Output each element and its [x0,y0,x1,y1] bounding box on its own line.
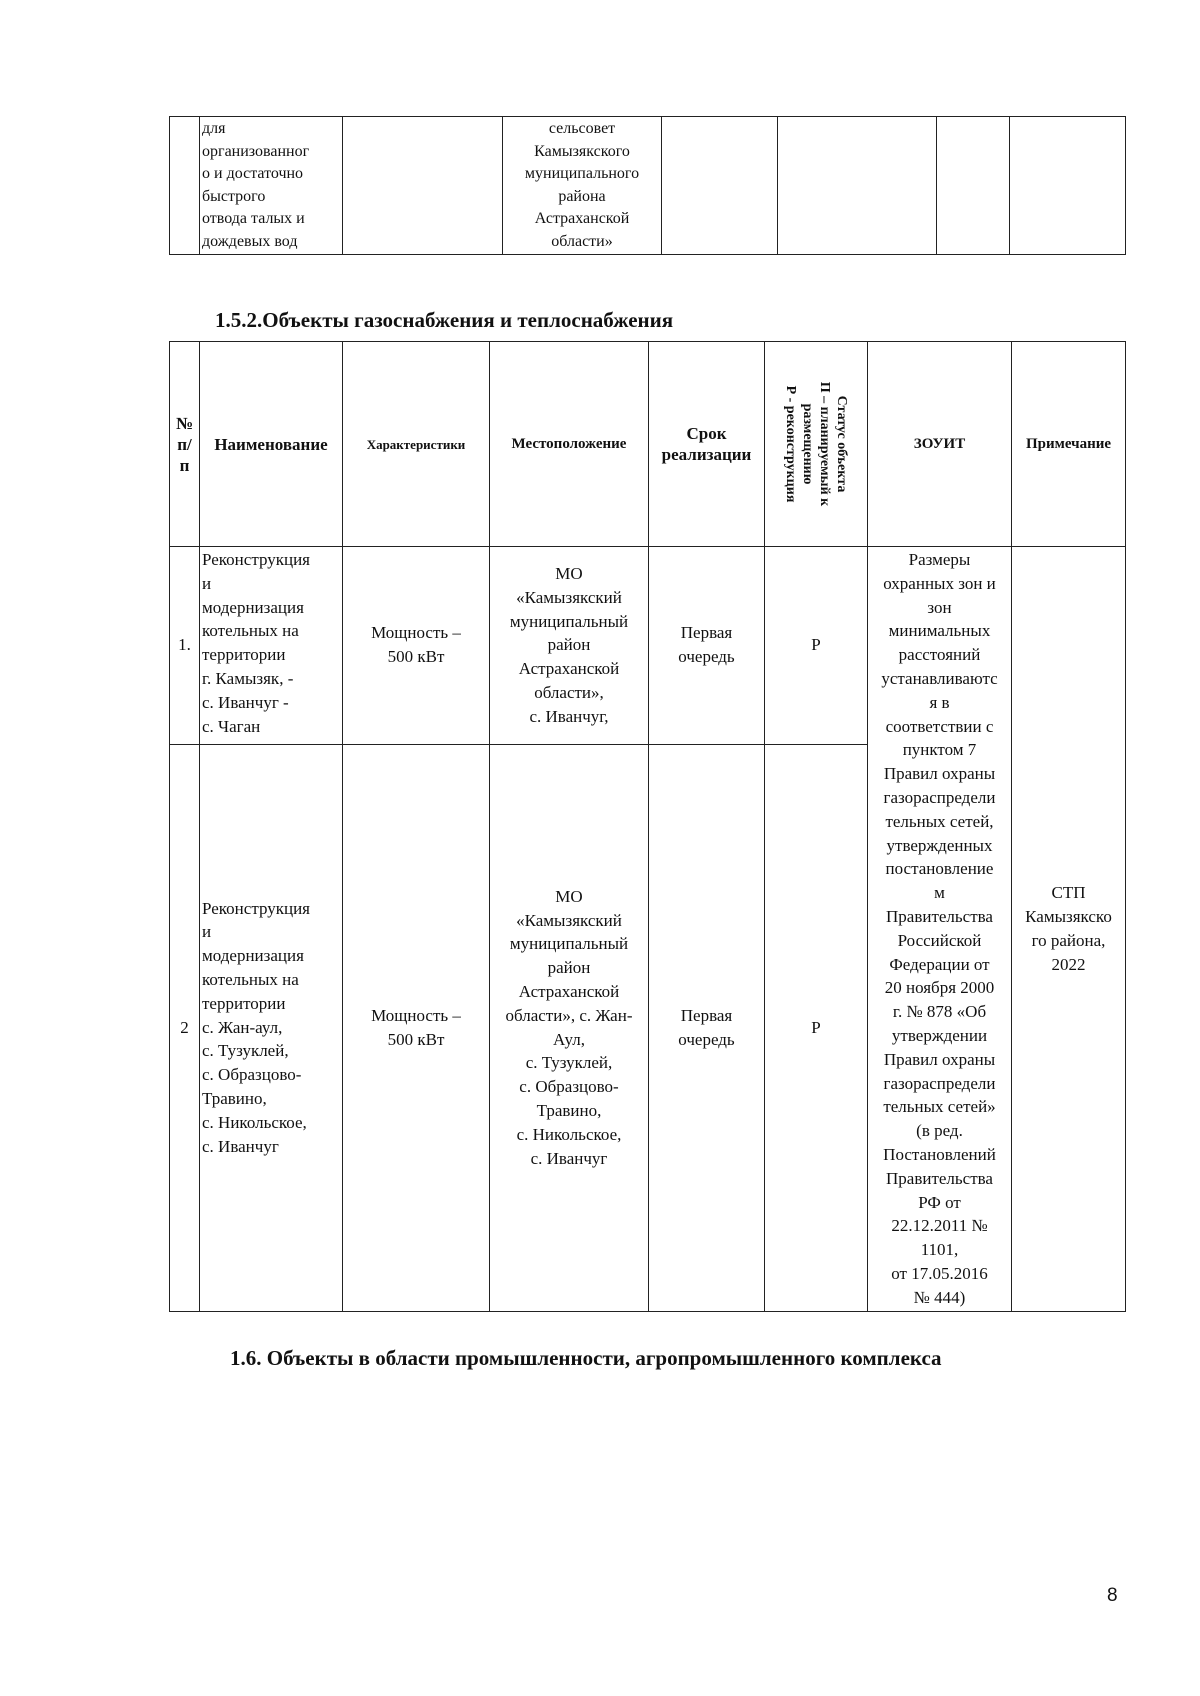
page-number: 8 [1107,1585,1118,1606]
name-cell [200,117,343,255]
row2-term-text: Первая очередь [678,1005,735,1049]
row1-characteristics [343,547,490,745]
status-cell [778,117,937,255]
row1-location [490,547,649,745]
header-status-wrap [765,344,867,544]
header-num [170,342,200,547]
note-text: СТП Камызякско го района, 2022 [1025,883,1112,974]
row2-location-text: МО «Камызякский муниципальный район Астраханской области», с. Жан- Аул, с. Тузуклей, с. Образцово- Травино, с. Никольское, с. Иванчуг [505,886,633,1168]
header-characteristics [343,342,490,547]
row1-name-text: Реконструкция и модернизация котельных на территории г. Камызяк, - с. Иванчуг - с. Чаган [202,550,311,736]
zouit-cell [868,547,1012,1312]
row1-num: 1. [170,547,200,745]
zouit-text: Размеры охранных зон и зон минимальных расстояний устанавливаютс я в соответствии с пунктом 7 Правил охраны газораспредели тельных сетей, утвержденных постановление м Правительства Российской Федерации от 20 ноября 2000 г. № 878 «Об утверждении Правил охраны газораспредели тельных сетей» (в ред. Постановлений Правительства РФ от 22.12.2011 № 1101, от 17.05.2016 № 444) [881,550,998,1307]
row2-status: Р [765,744,868,1311]
header-location-text: Местоположение [511,435,627,452]
row1-location-text: МО «Камызякский муниципальный район Астраханской области», с. Иванчуг, [509,563,629,726]
zouit-cell [937,117,1010,255]
header-name-text: Наименование [214,434,328,454]
header-num-text: № п/ п [175,413,194,475]
header-name [200,342,343,547]
row1-name [200,547,343,745]
section-heading-1-6: 1.6. Объекты в области промышленности, агропромышленного комплекса [230,1346,942,1370]
table-row [170,117,1126,255]
continuation-table [169,116,1126,255]
row1-term [649,547,765,745]
section-heading-1-5-2: 1.5.2.Объекты газоснабжения и теплоснабжения [215,308,674,332]
row2-characteristics [343,744,490,1311]
header-location [490,342,649,547]
header-term [649,342,765,547]
row1-term-text: Первая очередь [678,623,735,667]
row2-location [490,744,649,1311]
table-header-row [170,342,1126,547]
characteristics-cell [343,117,503,255]
name-text: для организованног о и достаточно быстрого отвода талых и дождевых вод [202,120,310,250]
num-cell [170,117,200,255]
row1-characteristics-text: Мощность – 500 кВт [371,623,461,667]
header-note [1012,342,1126,547]
row2-characteristics-text: Мощность – 500 кВт [371,1005,461,1049]
header-status-text: Статус объекта П – планируемый к размещению Р - реконструкция [783,381,849,507]
location-text: сельсовет Камызякского муниципального района Астраханской области» [524,120,640,250]
header-zouit [868,342,1012,547]
header-characteristics-text: Характеристики [366,436,466,452]
row1-status: Р [765,547,868,745]
row2-name [200,744,343,1311]
gas-supply-table [169,341,1126,1312]
table-row [170,547,1126,745]
header-zouit-text: ЗОУИТ [913,435,966,452]
row2-name-text: Реконструкция и модернизация котельных на территории с. Жан-аул, с. Тузуклей, с. Образцово- Травино, с. Никольское, с. Иванчуг [202,898,311,1156]
header-status [765,342,868,547]
row2-num: 2 [170,744,200,1311]
location-cell [503,117,662,255]
note-cell [1010,117,1126,255]
header-note-text: Примечание [1025,435,1112,452]
row2-term [649,744,765,1311]
note-cell [1012,547,1126,1312]
header-term-text: Срок реализации [661,424,752,464]
term-cell [662,117,778,255]
